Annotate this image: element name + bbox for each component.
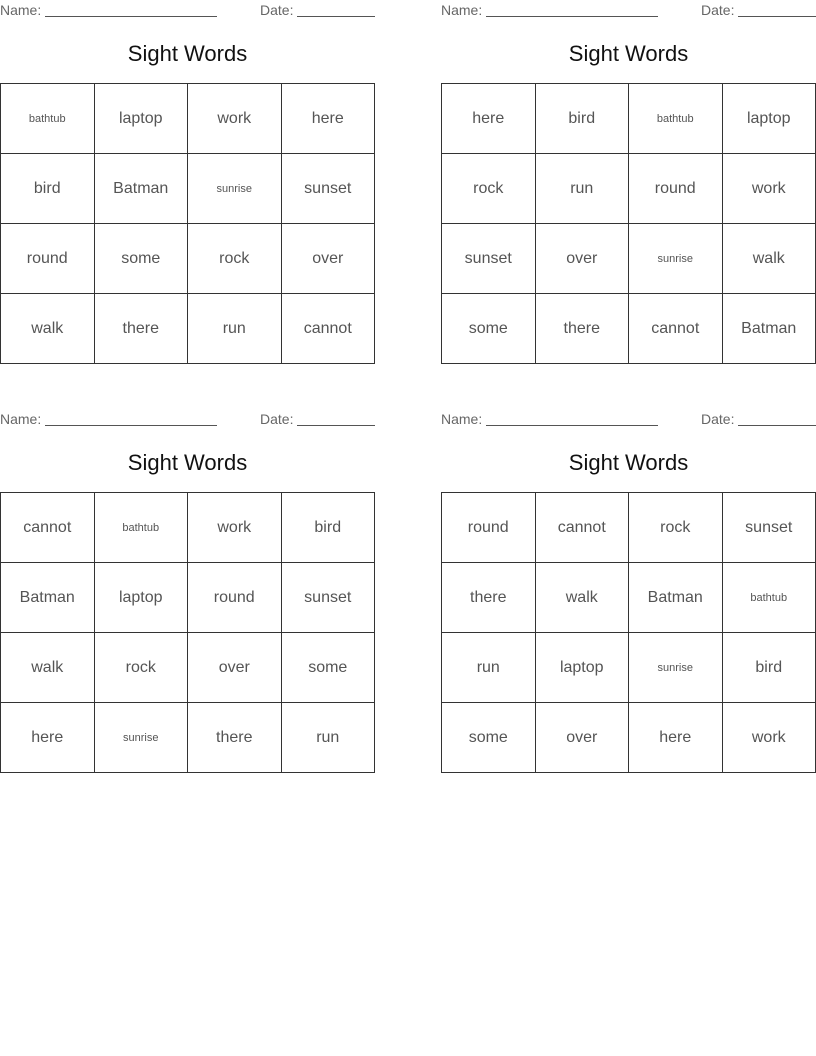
word-cell: some (95, 224, 189, 294)
word-cell: here (282, 84, 376, 154)
name-blank-line (45, 16, 217, 17)
word-cell: laptop (95, 84, 189, 154)
bingo-card (441, 0, 816, 365)
word-cell: round (1, 224, 95, 294)
word-cell: sunrise (188, 154, 282, 224)
date-blank-line (738, 16, 816, 17)
word-cell: bathtub (629, 84, 723, 154)
word-cell: over (282, 224, 376, 294)
name-label: Name: (441, 2, 483, 18)
word-cell: rock (95, 633, 189, 703)
name-label: Name: (0, 2, 42, 18)
word-cell: sunrise (629, 224, 723, 294)
word-grid (0, 83, 375, 364)
word-cell: bathtub (723, 563, 816, 633)
word-cell: sunrise (95, 703, 189, 773)
card-header (441, 409, 816, 429)
word-cell: bird (282, 493, 376, 563)
word-cell: walk (1, 633, 95, 703)
word-cell: Batman (629, 563, 723, 633)
word-cell: bathtub (95, 493, 189, 563)
word-cell: some (282, 633, 376, 703)
word-cell: over (536, 224, 630, 294)
word-cell: cannot (629, 294, 723, 364)
word-cell: bird (536, 84, 630, 154)
word-cell: some (442, 703, 536, 773)
word-cell: rock (442, 154, 536, 224)
word-cell: work (723, 154, 816, 224)
word-cell: some (442, 294, 536, 364)
word-cell: laptop (536, 633, 630, 703)
bingo-card (0, 0, 375, 365)
word-cell: round (629, 154, 723, 224)
card-title: Sight Words (127, 41, 248, 66)
date-blank-line (297, 16, 375, 17)
card-title: Sight Words (568, 41, 689, 66)
word-cell: Batman (95, 154, 189, 224)
card-title: Sight Words (127, 450, 248, 475)
card-title: Sight Words (568, 450, 689, 475)
card-header (0, 409, 375, 429)
word-cell: work (723, 703, 816, 773)
word-cell: work (188, 84, 282, 154)
card-header (0, 0, 375, 20)
word-cell: bird (723, 633, 816, 703)
word-cell: there (442, 563, 536, 633)
word-cell: run (536, 154, 630, 224)
word-cell: round (188, 563, 282, 633)
word-grid (0, 492, 375, 773)
word-cell: run (282, 703, 376, 773)
word-cell: here (1, 703, 95, 773)
word-cell: walk (536, 563, 630, 633)
word-cell: cannot (536, 493, 630, 563)
word-cell: over (536, 703, 630, 773)
word-cell: here (442, 84, 536, 154)
word-cell: laptop (723, 84, 816, 154)
word-cell: bathtub (1, 84, 95, 154)
word-cell: walk (723, 224, 816, 294)
word-cell: walk (1, 294, 95, 364)
word-cell: sunset (282, 154, 376, 224)
word-cell: Batman (723, 294, 816, 364)
word-cell: bird (1, 154, 95, 224)
word-cell: sunrise (629, 633, 723, 703)
word-cell: laptop (95, 563, 189, 633)
word-cell: there (188, 703, 282, 773)
date-label: Date: (701, 2, 735, 18)
name-label: Name: (0, 411, 42, 427)
word-cell: here (629, 703, 723, 773)
date-blank-line (738, 425, 816, 426)
name-blank-line (486, 16, 658, 17)
word-cell: Batman (1, 563, 95, 633)
word-grid (441, 492, 816, 773)
name-blank-line (45, 425, 217, 426)
date-label: Date: (701, 411, 735, 427)
name-label: Name: (441, 411, 483, 427)
word-cell: there (536, 294, 630, 364)
bingo-card (0, 409, 375, 774)
word-grid (441, 83, 816, 364)
date-label: Date: (260, 2, 294, 18)
word-cell: sunset (442, 224, 536, 294)
date-label: Date: (260, 411, 294, 427)
word-cell: run (188, 294, 282, 364)
date-blank-line (297, 425, 375, 426)
bingo-card (441, 409, 816, 774)
word-cell: sunset (723, 493, 816, 563)
word-cell: rock (629, 493, 723, 563)
word-cell: sunset (282, 563, 376, 633)
name-blank-line (486, 425, 658, 426)
word-cell: cannot (282, 294, 376, 364)
word-cell: round (442, 493, 536, 563)
word-cell: cannot (1, 493, 95, 563)
word-cell: run (442, 633, 536, 703)
card-header (441, 0, 816, 20)
word-cell: there (95, 294, 189, 364)
word-cell: work (188, 493, 282, 563)
word-cell: rock (188, 224, 282, 294)
word-cell: over (188, 633, 282, 703)
